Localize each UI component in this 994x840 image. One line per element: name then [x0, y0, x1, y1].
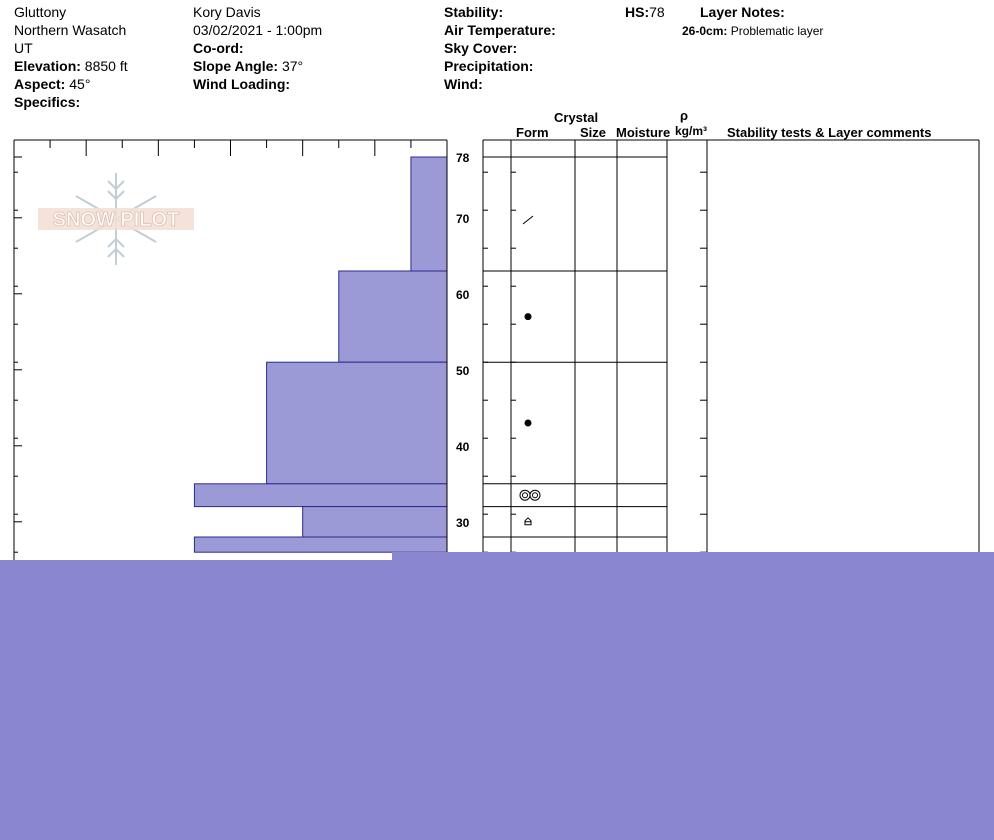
precip-form-icon — [525, 313, 532, 320]
depth-tick-label: 50 — [456, 363, 470, 378]
observation-datetime: 03/02/2021 - 1:00pm — [193, 22, 323, 38]
col-density-unit: kg/m³ — [675, 124, 708, 138]
layer-note-text: Problematic layer — [730, 24, 824, 38]
precip-label: Precipitation: — [444, 58, 534, 74]
depth-tick-label: 60 — [456, 287, 470, 302]
elevation-value: 8850 ft — [84, 58, 128, 74]
overlay-notch — [392, 552, 994, 560]
depth-tick-label: 30 — [456, 515, 470, 530]
hardness-bar — [339, 271, 447, 362]
specifics-label: Specifics: — [14, 94, 81, 110]
decomposing-form-icon — [523, 216, 533, 224]
hs-value: 78 — [649, 4, 665, 20]
precip-form-icon — [525, 420, 532, 427]
col-rho: ρ — [680, 108, 689, 123]
depth-tick-label: 40 — [456, 439, 470, 454]
hs-label: HS: — [625, 4, 650, 20]
col-form: Form — [516, 125, 549, 140]
watermark-text: SNOW PILOT — [52, 209, 180, 231]
air-temp-label: Air Temperature: — [444, 22, 556, 38]
hardness-bar — [411, 157, 447, 271]
coord-label: Co-ord: — [193, 40, 244, 56]
slope-value: 37° — [281, 58, 304, 74]
col-comments: Stability tests & Layer comments — [727, 125, 932, 140]
hardness-bar — [303, 507, 447, 537]
col-crystal: Crystal — [554, 110, 599, 125]
layer-note-range: 26-0cm: — [682, 24, 728, 38]
elevation-label: Elevation: — [14, 58, 81, 74]
layer-notes-label: Layer Notes: — [700, 4, 785, 20]
hardness-bar — [267, 362, 447, 484]
sky-label: Sky Cover: — [444, 40, 518, 56]
hardness-layers — [194, 157, 447, 552]
observer-name: Kory Davis — [193, 4, 261, 20]
rounds-form-icon — [533, 493, 538, 498]
purple-overlay — [0, 560, 994, 840]
rounds-form-icon — [520, 490, 530, 500]
stability-label: Stability: — [444, 4, 504, 20]
location-name: Gluttony — [14, 4, 67, 20]
rounds-form-icon — [530, 490, 540, 500]
slope-label: Slope Angle: — [193, 58, 279, 74]
range-name: Northern Wasatch — [14, 22, 127, 38]
aspect-label: Aspect: — [14, 76, 66, 92]
hardness-bar — [194, 537, 447, 552]
wind-label: Wind: — [444, 76, 483, 92]
wind-loading-label: Wind Loading: — [193, 76, 291, 92]
faceted-form-icon — [525, 518, 531, 525]
state-name: UT — [14, 40, 33, 56]
depth-tick-label: 70 — [456, 211, 470, 226]
snowpilot-watermark — [38, 173, 194, 265]
depth-tick-label: 78 — [456, 151, 470, 165]
hardness-bar — [194, 484, 447, 507]
aspect-value: 45° — [69, 76, 91, 92]
col-size: Size — [580, 125, 607, 140]
rounds-form-icon — [523, 493, 528, 498]
col-moisture: Moisture — [616, 125, 671, 140]
